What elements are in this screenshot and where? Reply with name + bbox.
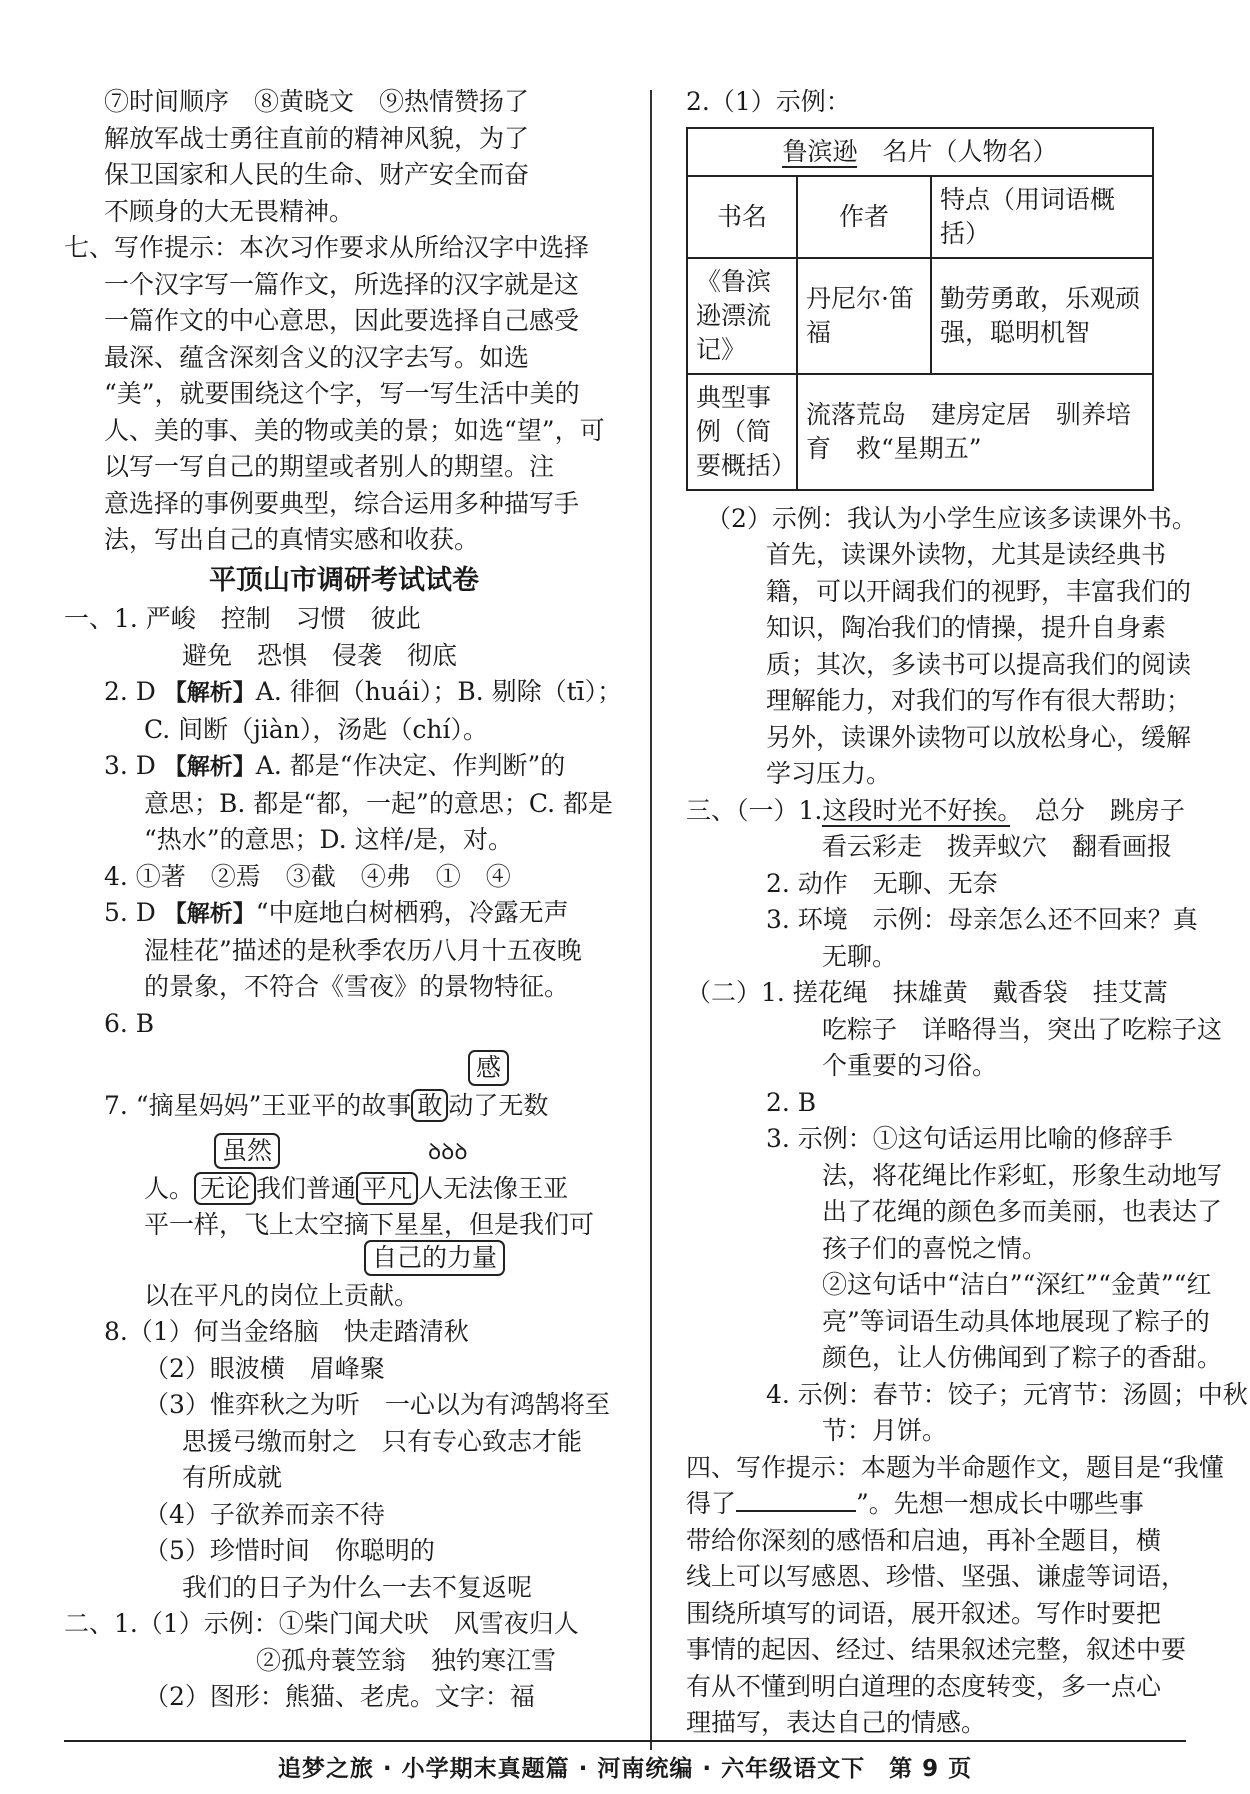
text-line: 法，将花绳比作彩虹，形象生动地写: [822, 1160, 1223, 1190]
text-line: （3）惟弈秋之为听 一心以为有鸿鹄将至: [144, 1390, 610, 1419]
answer-q4: 4. ①著 ②焉 ③截 ④弗 ① ④: [104, 861, 511, 891]
q7-annotation-row-2: [64, 1125, 624, 1171]
text-line: （2）眼波横 眉峰聚: [144, 1353, 385, 1383]
text-line: 带给你深刻的感悟和启迪，再补全题目，横: [686, 1525, 1162, 1555]
q7-annotation-row-3: [64, 1238, 624, 1278]
text-line: 避免 恐惧 侵袭 彻底: [182, 640, 458, 670]
answer-q2: 2. D 【解析】A. 徘徊（huái）；B. 剔除（tī）；: [104, 677, 623, 706]
text-line: 颜色，让人仿佛闻到了粽子的香甜。: [822, 1343, 1223, 1372]
answer-q5: 5. D 【解析】“中庭地白树栖鸦，冷露无声: [104, 898, 569, 927]
text-line: 事情的起因、经过、结果叙述完整，叙述中要: [686, 1635, 1187, 1664]
text-line: 无聊。: [822, 941, 898, 971]
card-name: 鲁滨逊: [782, 136, 858, 166]
text-line: 以写一写自己的期望或者别人的期望。注: [104, 452, 555, 481]
card-title: 鲁滨逊 名片（人物名）: [687, 128, 1153, 176]
text-line: 理解能力，对我们的写作有很大帮助；: [766, 686, 1192, 715]
card-header-author: 作者: [797, 176, 931, 258]
text-line: 另外，读课外读物可以放松身心，缓解: [766, 722, 1192, 752]
column-divider: [650, 90, 652, 1750]
text-line: （4）子欲养而亲不待: [144, 1499, 385, 1529]
text-line: 一个汉字写一篇作文，所选择的汉字就是这: [104, 269, 580, 299]
answer-three-part-two: （二）1. 搓花绳 抹雄黄 戴香袋 挂艾蒿: [686, 978, 1168, 1007]
answer-q2-label: 2.（1）示例：: [686, 87, 851, 116]
text-line: C. 间断（jiàn），汤匙（chí）。: [144, 714, 488, 744]
writing-tip-seven: 七、写作提示：本次习作要求从所给汉字中选择: [64, 233, 590, 262]
card-author: 丹尼尔·笛福: [797, 258, 931, 374]
text-line: 亮”等词语生动具体地展现了粽子的: [822, 1306, 1210, 1336]
text-line: 个重要的习俗。: [822, 1051, 998, 1080]
text-line: 4. 示例：春节：饺子；元宵节：汤圆；中秋: [766, 1379, 1248, 1409]
card-header-trait: 特点（用词语概括）: [931, 176, 1153, 258]
answer-section-two: 二、1.（1）示例：①柴门闻犬吠 风雪夜归人: [64, 1609, 579, 1638]
text-line: 2. 动作 无聊、无奈: [766, 868, 998, 898]
boxed-char: 敢: [411, 1089, 448, 1122]
answer-q6: 6. B: [104, 1008, 155, 1038]
right-column: [686, 84, 1248, 1742]
text-line: 有从不懂到明白道理的态度转变，多一点心: [686, 1671, 1162, 1701]
card-event-label: 典型事例（简要概括）: [687, 374, 797, 490]
card-book: 《鲁滨逊漂流记》: [687, 258, 797, 374]
text-line: 出了花绳的颜色多而美丽，也表达了: [822, 1197, 1223, 1226]
correction-mark: 自己的力量: [364, 1240, 505, 1276]
analysis-tag: 【解析】: [163, 901, 256, 927]
text-line: 一篇作文的中心意思，因此要选择自己感受: [104, 306, 580, 335]
text-line: 不顾身的大无畏精神。: [104, 196, 355, 226]
analysis-tag: 【解析】: [163, 680, 256, 706]
card-events: 流落荒岛 建房定居 驯养培育 救“星期五”: [797, 374, 1153, 490]
text-line: ②这句话中“洁白”“深红”“金黄”“红: [822, 1270, 1212, 1299]
text-line: 解放军战士勇往直前的精神风貌，为了: [104, 123, 530, 153]
answer-section-three: 三、（一）1.这段时光不好挨。 总分 跳房子: [686, 795, 1185, 825]
answer-q3: 3. D 【解析】A. 都是“作决定、作判断”的: [104, 751, 566, 780]
text-line: 线上可以写感恩、珍惜、坚强、谦虚等词语，: [686, 1562, 1187, 1591]
text-line: “美”，就要围绕这个字，写一写生活中美的: [104, 379, 580, 408]
text-line: 湿桂花”描述的是秋季农历八月十五夜晚: [144, 935, 582, 965]
text-line: 知识，陶冶我们的情操，提升自身素: [766, 613, 1167, 642]
answer-q2-2: （2）示例：我认为小学生应该多读课外书。: [706, 503, 1197, 533]
text-line: 最深、蕴含深刻含义的汉字去写。如选: [104, 342, 530, 372]
text-line: ⑦时间顺序 ⑧黄晓文 ⑨热情赞扬了: [104, 87, 530, 116]
character-card-table: [686, 127, 1154, 491]
answer-q8: 8.（1）何当金络脑 快走踏清秋: [104, 1317, 469, 1346]
card-trait: 勤劳勇敢，乐观顽强，聪明机智: [931, 258, 1153, 374]
text-line: “热水”的意思；D. 这样/是，对。: [144, 825, 514, 854]
text-line: 籍，可以开阔我们的视野，丰富我们的: [766, 576, 1192, 606]
text-line: 吃粽子 详略得当，突出了吃粽子这: [822, 1014, 1223, 1044]
text-line: ②孤舟蓑笠翁 独钓寒江雪: [256, 1645, 557, 1675]
left-column: [64, 84, 624, 1716]
text-line: 的景象，不符合《雪夜》的景物特征。: [144, 972, 570, 1001]
text-line: 3. 示例：①这句话运用比喻的修辞手: [766, 1124, 1173, 1153]
delete-mark-icon: ꝺꝺꝺ: [428, 1139, 468, 1165]
q7-annotation-row-1: [64, 1042, 624, 1088]
text-line: 看云彩走 拨弄蚁穴 翻看画报: [822, 832, 1173, 861]
footer-rule: [64, 1740, 1186, 1742]
text-line: 有所成就: [182, 1463, 283, 1492]
text-line: 质；其次，多读书可以提高我们的阅读: [766, 649, 1192, 679]
boxed-word: 平凡: [356, 1172, 418, 1205]
answer-q7: 7. “摘星妈妈”王亚平的故事 敢 动了无数: [104, 1091, 549, 1120]
text-line: 学习压力。: [766, 759, 892, 788]
text-line: 意思；B. 都是“都，一起”的意思；C. 都是: [144, 788, 613, 818]
correction-mark: 感: [468, 1050, 509, 1086]
text-line: 首先，读课外读物，尤其是读经典书: [766, 540, 1167, 569]
text-line: 法，写出自己的真情实感和收获。: [104, 525, 480, 554]
text-line: 2. B: [766, 1087, 817, 1117]
writing-tip-four: 四、写作提示：本题为半命题作文，题目是“我懂: [686, 1452, 1224, 1482]
boxed-word: 无论: [194, 1172, 256, 1205]
text-line: 得了 ”。先想一想成长中哪些事: [686, 1486, 1186, 1523]
text-line: 平一样，飞上太空摘下星星，但是我们可: [144, 1210, 595, 1239]
exam-title: 平顶山市调研考试试卷: [209, 564, 479, 596]
text-line: 我们的日子为什么一去不复返呢: [182, 1572, 533, 1602]
text-line: 意选择的事例要典型，综合运用多种描写手: [104, 488, 580, 518]
underlined-sentence: 这段时光不好挨。: [822, 795, 1010, 825]
text-line: 理描写，表达自己的情感。: [686, 1708, 987, 1737]
text-line: 人、美的事、美的物或美的景；如选“望”，可: [104, 415, 605, 445]
text-line: 3. 环境 示例：母亲怎么还不回来？真: [766, 905, 1198, 934]
analysis-tag: 【解析】: [163, 754, 256, 780]
text-line: 以在平凡的岗位上贡献。: [144, 1280, 420, 1310]
text-line: 人。 无论 我们普通 平凡 人无法像王亚: [144, 1173, 569, 1203]
title-blank: [736, 1486, 856, 1512]
text-line: 围绕所填写的词语，展开叙述。写作时要把: [686, 1598, 1162, 1628]
text-line: （5）珍惜时间 你聪明的: [144, 1536, 435, 1565]
page-footer: 追梦之旅 · 小学期末真题篇 · 河南统编 · 六年级语文下 第 9 页: [277, 1756, 973, 1782]
text-line: 节：月饼。: [822, 1416, 948, 1445]
text-line: 思援弓缴而射之 只有专心致志才能: [182, 1426, 583, 1456]
answer-q1: 一、1. 严峻 控制 习惯 彼此: [64, 604, 421, 633]
card-header-book: 书名: [687, 176, 797, 258]
correction-mark: 虽然: [214, 1133, 280, 1169]
text-line: 孩子们的喜悦之情。: [822, 1233, 1048, 1263]
text-line: （2）图形：熊猫、老虎。文字：福: [144, 1682, 535, 1711]
text-line: 保卫国家和人民的生命、财产安全而奋: [104, 160, 530, 189]
